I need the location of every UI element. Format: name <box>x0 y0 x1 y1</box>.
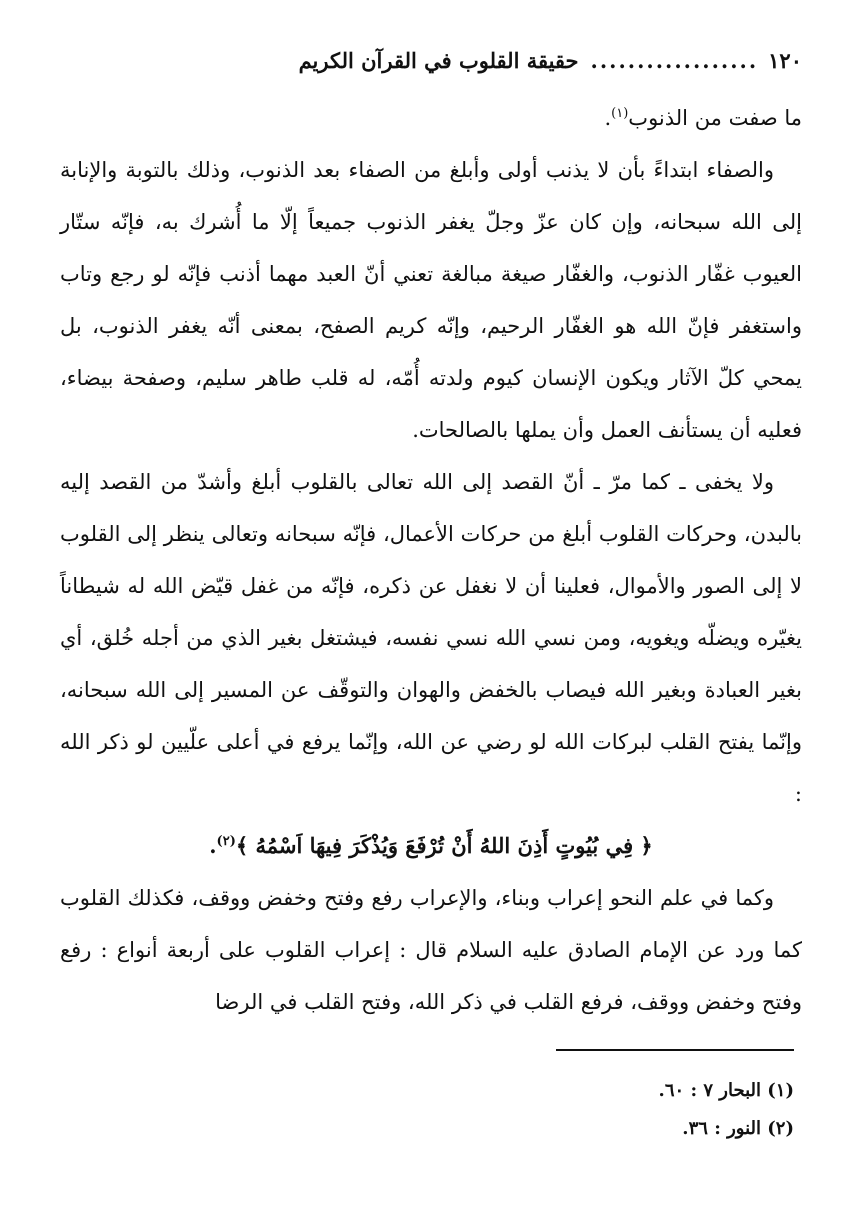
quran-verse: ﴿ فِي بُيُوتٍ أَذِنَ اللهُ أَنْ تُرْفَعَ وَيُذْكَرَ فِيهَا اَسْمُهُ ﴾$^{(٢)}$. <box>209 833 653 858</box>
footnote-2: (٢) النور : ٣٦. <box>682 1118 794 1139</box>
footnote-ref-2[interactable]: (٢) <box>216 834 236 849</box>
footnote-separator <box>556 1049 794 1051</box>
footnotes <box>60 1072 794 1148</box>
paragraph-2: والصفاء ابتداءً بأن لا يذنب أولى وأبلغ من الصفاء بعد الذنوب، وذلك بالتوبة والإنابة إلى الله سبحانه، وإن كان عزّ وجلّ يغفر الذنوب جميعاً إلّا ما أُشرك به، فإنّه ستّار العيوب غفّار الذنوب، والغفّار صيغة مبالغة تعني أنّ العبد مهما أذنب فإنّه لو رجع وتاب واستغفر فإنّ الله هو الغفّار الرحيم، وإنّه كريم الصفح، بمعنى أنّه يغفر الذنوب، بل يمحي كلّ الآثار ويكون الإنسان كيوم ولدته أُمّه، له قلب طاهر سليم، وصفحة بيضاء، فعليه أن يستأنف العمل وأن يملها بالصالحات. <box>60 158 802 442</box>
footnote-ref-1[interactable]: (١) <box>611 106 629 121</box>
paragraph-3: ولا يخفى ـ كما مرّ ـ أنّ القصد إلى الله تعالى بالقلوب أبلغ وأشدّ من القصد إليه بالبدن، وحركات القلوب أبلغ من حركات الأعمال، فإنّه سبحانه وتعالى ينظر إلى القلوب لا إلى الصور والأموال، فعلينا أن لا نغفل عن ذكره، فإنّه من غفل قيّض الله له شيطاناً يغيّره ويضلّه ويغويه، ومن نسي الله نسي نفسه، فيشتغل بغير الذي من أجله خُلق، أي بغير العبادة وبغير الله فيصاب بالخفض والهوان والتوقّف عن المسير إلى الله سبحانه، وإنّما يفتح القلب لبركات الله لو رضي عن الله، وإنّما يرفع في أعلى علّيين لو ذكر الله : <box>60 470 802 806</box>
paragraph-4: وكما في علم النحو إعراب وبناء، والإعراب رفع وفتح وخفض ووقف، فكذلك القلوب كما ورد عن الإمام الصادق عليه السلام قال : إعراب القلوب على أربعة أنواع : رفع وفتح وخفض ووقف، فرفع القلب في ذكر الله، وفتح القلب في الرضا <box>60 886 802 1014</box>
header-dot-leader: .................. <box>590 47 759 73</box>
page-number: ١٢٠ <box>768 47 802 73</box>
running-title: حقيقة القلوب في القرآن الكريم <box>298 47 579 73</box>
paragraph-1: ما صفت من الذنوب$^{(١)}$. <box>604 106 802 130</box>
footnote-1: (١) البحار ٧ : ٦٠. <box>658 1080 794 1101</box>
page-header <box>60 40 802 80</box>
main-text <box>60 92 802 1028</box>
